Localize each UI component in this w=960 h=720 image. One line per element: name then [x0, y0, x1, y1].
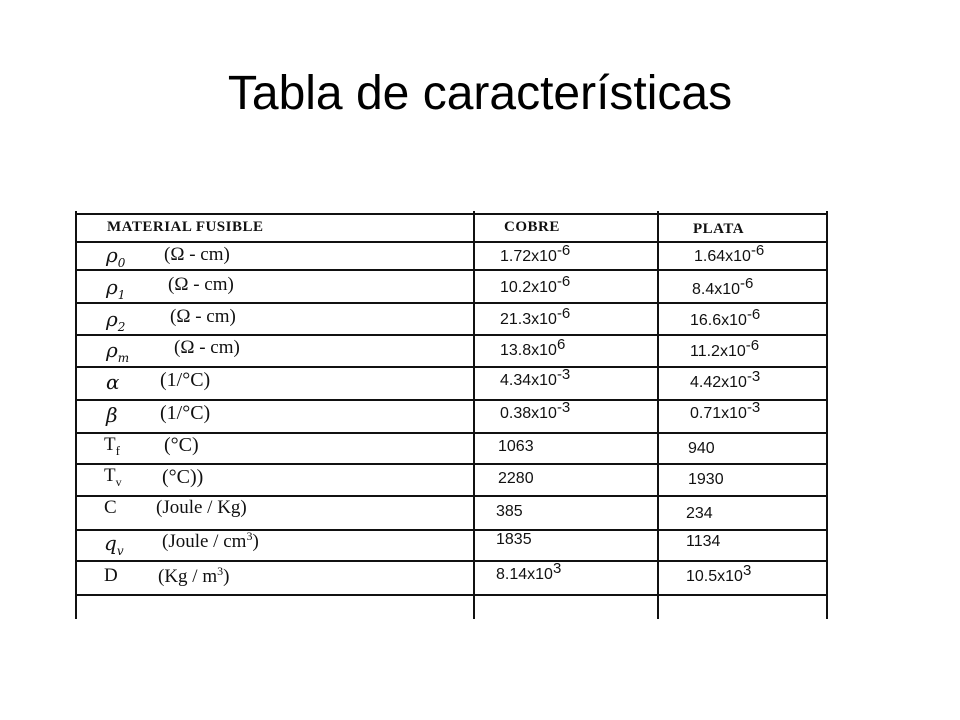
row-symbol: β: [106, 403, 118, 427]
cobre-value: $13.8x10^6$: [500, 336, 566, 359]
row-unit: (°C)): [162, 466, 204, 488]
plata-value: 1134: [686, 533, 721, 550]
row-line: [75, 241, 828, 243]
header-plata: PLATA: [693, 221, 745, 237]
row-symbol: D: [104, 565, 118, 586]
cobre-value: $21.3x10^{-6}$: [500, 305, 571, 328]
row-line: [75, 594, 828, 596]
row-unit: (Ω - cm): [164, 244, 230, 265]
plata-value: $1.64x10^{-6}$: [694, 242, 765, 265]
row-unit: $(Kg / m^3)$: [158, 564, 230, 587]
row-line: [75, 399, 828, 401]
row-symbol: α: [106, 370, 120, 394]
row-symbol: $\rho_0$: [106, 243, 126, 270]
row-unit: (°C): [164, 434, 199, 456]
row-line: [75, 463, 828, 465]
row-unit: (1/°C): [160, 369, 211, 391]
cobre-value: $4.34x10^{-3}$: [500, 366, 571, 389]
plata-value: $10.5x10^3$: [686, 562, 752, 585]
cobre-value: $10.2x10^{-6}$: [500, 273, 571, 296]
slide-title: Tabla de características: [227, 67, 733, 120]
row-line: [75, 302, 828, 304]
row-symbol: $q_v$: [104, 531, 124, 558]
row-line: [75, 366, 828, 368]
plata-value: $8.4x10^{-6}$: [692, 275, 754, 298]
row-symbol: $T_f$: [104, 434, 120, 458]
row-symbol: $\rho_2$: [106, 307, 126, 334]
row-unit: (Ω - cm): [174, 337, 240, 358]
row-line: [75, 269, 828, 271]
plata-value: $4.42x10^{-3}$: [690, 368, 761, 391]
plata-value: 940: [688, 440, 715, 457]
row-symbol: $T_v$: [104, 465, 122, 489]
plata-value: $0.71x10^{-3}$: [690, 399, 761, 422]
plata-value: $11.2x10^{-6}$: [690, 337, 760, 360]
table-top-border: [75, 213, 828, 215]
header-material: MATERIAL FUSIBLE: [107, 219, 264, 235]
header-cobre: COBRE: [504, 219, 560, 235]
cobre-value: $0.38x10^{-3}$: [500, 399, 571, 422]
cobre-value: $1.72x10^{-6}$: [500, 242, 571, 265]
row-unit: (Ω - cm): [168, 274, 234, 295]
plata-value: 234: [686, 505, 713, 522]
row-line: [75, 560, 828, 562]
row-unit: (Ω - cm): [170, 306, 236, 327]
table-left-border: [75, 211, 77, 619]
cobre-value: 2280: [498, 470, 534, 487]
row-line: [75, 334, 828, 336]
table-right-border: [826, 211, 828, 619]
cobre-value: $8.14x10^3$: [496, 560, 562, 583]
scanned-table-image: [66, 211, 830, 619]
row-unit: (Joule / Kg): [156, 497, 247, 518]
table-divider-2: [657, 211, 659, 619]
row-symbol: C: [104, 497, 117, 518]
row-symbol: $\rho_1$: [106, 275, 126, 302]
plata-value: $16.6x10^{-6}$: [690, 306, 761, 329]
cobre-value: 1063: [498, 438, 534, 455]
row-symbol: $\rho_m$: [106, 338, 130, 365]
row-unit: (Joule / $cm^3$): [162, 529, 259, 552]
plata-value: 1930: [688, 471, 724, 488]
row-unit: (1/°C): [160, 402, 211, 424]
cobre-value: 385: [496, 503, 523, 520]
table-divider-1: [473, 211, 475, 619]
cobre-value: 1835: [496, 531, 532, 548]
